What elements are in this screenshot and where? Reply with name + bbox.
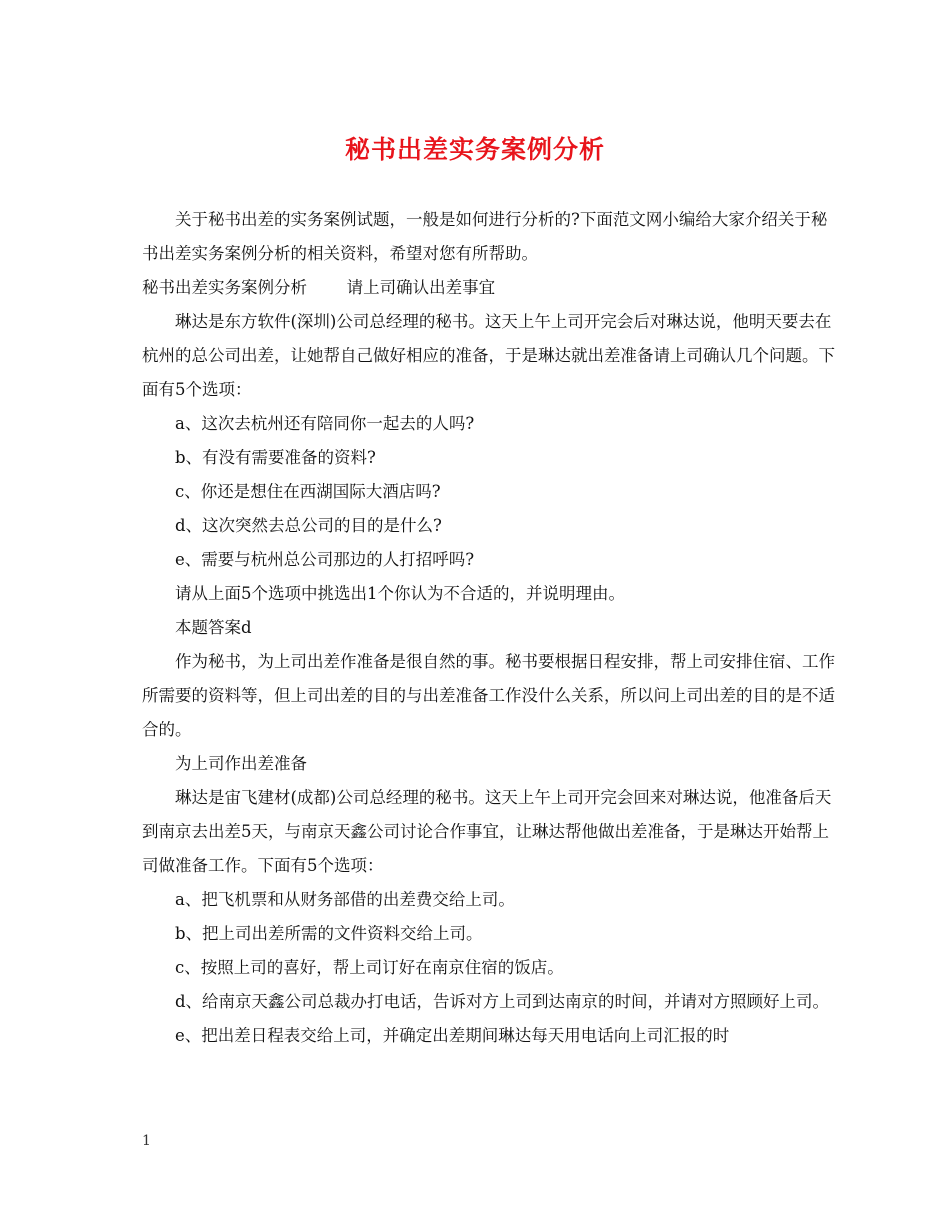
case1-answer: 本题答案d: [175, 618, 252, 637]
case1-explanation: 作为秘书，为上司出差作准备是很自然的事。秘书要根据日程安排，帮上司安排住宿、工作所需要的资料等，但上司出差的目的与出差准备工作没什么关系，所以问上司出差的目的是不适合的。: [142, 652, 835, 739]
case2-scenario: 琳达是宙飞建材(成都)公司总经理的秘书。这天上午上司开完会回来对琳达说，他准备后天到南京去出差5天，与南京天鑫公司讨论合作事宜，让琳达帮他做出差准备，于是琳达开始帮上司做准备工作。下面有5个选项：: [142, 788, 832, 875]
case1-option-e: e、需要与杭州总公司那边的人打招呼吗?: [175, 550, 475, 569]
case1-option-d: d、这次突然去总公司的目的是什么?: [175, 516, 442, 535]
case2-option-e: e、把出差日程表交给上司，并确定出差期间琳达每天用电话向上司汇报的时: [175, 1026, 730, 1045]
page-number: 1: [142, 1133, 151, 1149]
document-body: [142, 203, 842, 1053]
case2-option-d: d、给南京天鑫公司总裁办打电话，告诉对方上司到达南京的时间，并请对方照顾好上司。: [175, 992, 830, 1011]
section-heading-left: 秘书出差实务案例分析: [142, 278, 307, 297]
case1-option-b: b、有没有需要准备的资料?: [175, 448, 376, 467]
section-heading-right: 请上司确认出差事宜: [346, 278, 496, 297]
intro-paragraph: 关于秘书出差的实务案例试题，一般是如何进行分析的?下面范文网小编给大家介绍关于秘书出差实务案例分析的相关资料，希望对您有所帮助。: [142, 210, 828, 263]
case2-option-c: c、按照上司的喜好，帮上司订好在南京住宿的饭店。: [175, 958, 564, 977]
case1-option-c: c、你还是想住在西湖国际大酒店吗?: [175, 482, 441, 501]
case1-scenario: 琳达是东方软件(深圳)公司总经理的秘书。这天上午上司开完会后对琳达说，他明天要去在杭州的总公司出差，让她帮自己做好相应的准备，于是琳达就出差准备请上司确认几个问题。下面有5个选项：: [142, 312, 835, 399]
case1-question: 请从上面5个选项中挑选出1个你认为不合适的，并说明理由。: [175, 584, 625, 603]
document-title: 秘书出差实务案例分析: [344, 135, 605, 164]
case2-option-b: b、把上司出差所需的文件资料交给上司。: [175, 924, 483, 943]
case2-option-a: a、把飞机票和从财务部借的出差费交给上司。: [175, 890, 515, 909]
section-heading-row: [142, 271, 842, 305]
case2-heading: 为上司作出差准备: [175, 754, 307, 773]
case1-option-a: a、这次去杭州还有陪同你一起去的人吗?: [175, 414, 475, 433]
